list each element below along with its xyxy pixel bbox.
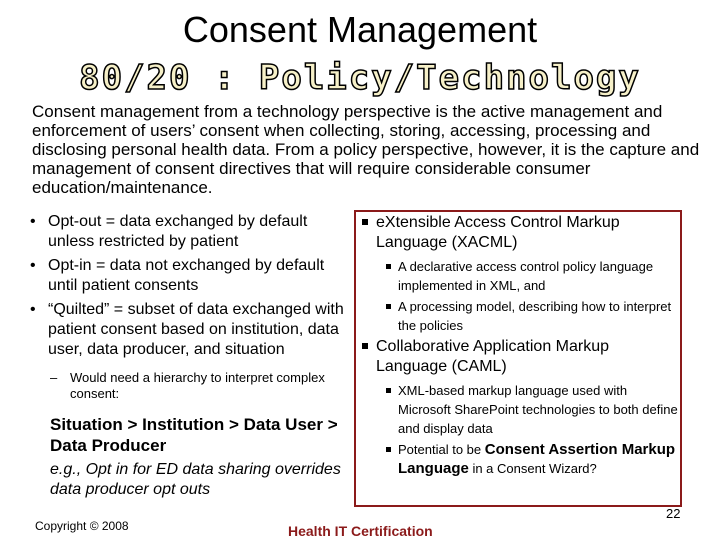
left-column [30,212,350,500]
caml-point: XML-based markup language used with Microsoft SharePoint technologies to both define and display data [398,383,678,436]
sub-bullet-text: Would need a hierarchy to interpret complex consent: [70,370,325,401]
page-number: 22 [666,506,681,521]
list-item [362,213,680,253]
list-item [30,256,350,296]
footer-title: Health IT Certification [288,523,433,539]
bullet-text: “Quilted” = subset of data exchanged with patient consent based on institution, data user, data producer, and situation [48,301,344,358]
dash-icon: – [50,370,58,385]
list-item [362,257,680,295]
square-bullet-icon [386,264,391,269]
slide-subtitle: 80/20 : Policy/Technology [79,58,641,98]
hierarchy-text: Situation > Institution > Data User > Data Producer [50,415,338,455]
bullet-dot-icon: • [30,213,36,230]
list-item [362,381,680,438]
intro-paragraph: Consent management from a technology perspective is the active management and enforcement of users’ consent when collecting, storing, accessing, processing and disclosing personal health data. From a policy perspective, however, it is the capture and management of consent directives that will require considerable consumer education/maintenance. [32,102,700,197]
caml-point-pre: Potential to be [398,442,485,457]
xacml-point: A processing model, describing how to interpret the policies [398,299,672,333]
list-item [362,440,680,478]
square-bullet-icon [362,343,368,349]
square-bullet-icon [386,388,391,393]
square-bullet-icon [362,219,368,225]
list-item [30,212,350,252]
caml-title: Collaborative Application Markup Language (CAML) [376,338,610,375]
xacml-title: eXtensible Access Control Markup Language (XACML) [376,214,620,251]
bullet-dot-icon: • [30,301,36,318]
bullet-dot-icon: • [30,257,36,274]
list-item [30,300,350,360]
slide-title: Consent Management [182,9,538,50]
bullet-text: Opt-in = data not exchanged by default until patient consents [48,257,325,294]
sub-bullet [30,370,350,402]
square-bullet-icon [386,304,391,309]
xacml-point: A declarative access control policy language implemented in XML, and [398,259,654,293]
example-text: e.g., Opt in for ED data sharing overrides data producer opt outs [50,461,341,498]
square-bullet-icon [386,447,391,452]
copyright-text: Copyright © 2008 [35,519,129,533]
caml-point-bold: Consent Assertion Markup Language [398,441,676,477]
right-column [362,213,680,480]
list-item [362,337,680,377]
caml-point-post: in a Consent Wizard? [468,461,597,476]
bullet-text: Opt-out = data exchanged by default unless restricted by patient [48,213,308,250]
list-item [362,297,680,335]
